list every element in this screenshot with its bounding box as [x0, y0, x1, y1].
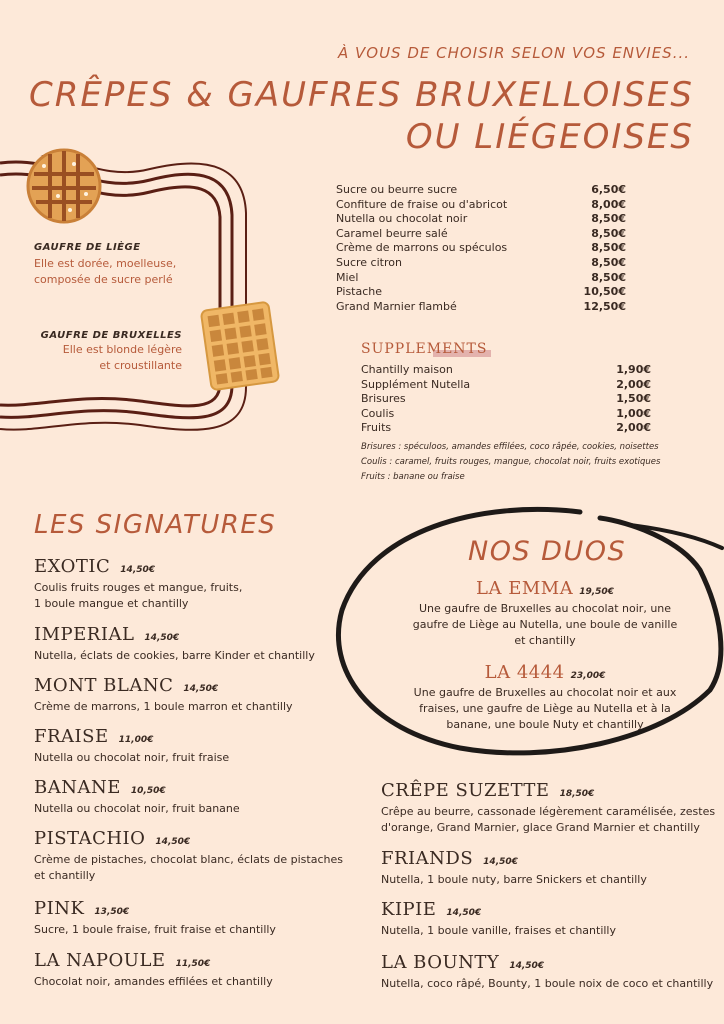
item-desc: Chocolat noir, amandes effilées et chantilly: [34, 975, 273, 988]
price-item-price: 8,50€: [591, 212, 626, 226]
price-item-name: Crème de marrons ou spéculos: [336, 241, 508, 255]
item-desc: Sucre, 1 boule fraise, fruit fraise et chantilly: [34, 923, 276, 936]
supplements-list: [361, 363, 660, 436]
supplements-notes: [361, 440, 660, 485]
item-name: BANANE: [34, 777, 121, 798]
item-price: 14,50€: [144, 633, 180, 643]
duo-name: LA EMMA: [476, 578, 574, 599]
item-desc: Crêpe au beurre, cassonade légèrement caramélisée, zestes: [381, 805, 716, 818]
price-item-price: 10,50€: [583, 285, 626, 299]
page-title-line2: OU LIÉGEOISES: [405, 117, 694, 157]
item-price: 14,50€: [183, 684, 219, 694]
item-price: 13,50€: [94, 907, 130, 917]
liege-label: GAUFRE DE LIÈGE: [34, 242, 141, 253]
price-row: [336, 212, 626, 227]
price-item-price: 8,50€: [591, 226, 626, 240]
supplements-title: [361, 341, 487, 357]
item-price: 14,50€: [120, 565, 156, 575]
liege-desc-2: composée de sucre perlé: [34, 273, 173, 286]
duo-item: [400, 662, 690, 733]
item-price: 14,50€: [446, 908, 482, 918]
item-price: 11,50€: [175, 959, 211, 969]
bruxelles-desc-2: et croustillante: [99, 359, 182, 372]
price-item-name: Grand Marnier flambé: [336, 299, 457, 313]
supplement-row: [361, 378, 651, 393]
item-desc: Nutella, 1 boule vanille, fraises et chantilly: [381, 924, 616, 937]
item-name: IMPERIAL: [34, 624, 135, 645]
duo-name: LA 4444: [484, 662, 565, 683]
item-name: KIPIE: [381, 899, 437, 920]
note-line: Coulis : caramel, fruits rouges, mangue, chocolat noir, fruits exotiques: [361, 456, 661, 467]
item-name: PINK: [34, 898, 85, 919]
menu-item: [381, 848, 647, 888]
item-price: 18,50€: [559, 789, 595, 799]
item-price: 14,50€: [483, 857, 518, 867]
item-price: 10,50€: [130, 786, 166, 796]
price-item-name: Sucre ou beurre sucre: [336, 183, 458, 196]
supplement-price: 1,50€: [616, 392, 651, 406]
liege-desc-1: Elle est dorée, moelleuse,: [34, 257, 177, 270]
duo-desc: Une gaufre de Bruxelles au chocolat noir, une: [418, 602, 672, 615]
price-list: [336, 183, 626, 314]
item-desc: Nutella, 1 boule nuty, barre Snickers et chantilly: [381, 873, 647, 886]
supplements-title-text: SUPPLEMENTS: [361, 341, 488, 357]
liege-block: [34, 242, 176, 288]
note-line: Brisures : spéculoos, amandes effilées, coco râpée, cookies, noisettes: [361, 441, 659, 452]
duo-desc: Une gaufre de Bruxelles au chocolat noir et aux: [413, 686, 677, 699]
item-desc: 1 boule mangue et chantilly: [34, 597, 189, 610]
supplement-row: [361, 407, 651, 422]
price-row: [336, 183, 626, 198]
item-name: CRÊPE SUZETTE: [381, 780, 550, 801]
price-row: [336, 227, 626, 242]
supplement-name: Supplément Nutella: [361, 377, 471, 391]
supplement-name: Fruits: [361, 421, 392, 435]
liege-waffle-icon: [24, 146, 104, 226]
supplement-price: 2,00€: [616, 421, 651, 435]
price-row: [336, 271, 626, 286]
supplement-row: [361, 392, 651, 407]
supplement-price: 1,00€: [616, 406, 651, 420]
price-row: [336, 300, 626, 315]
price-item-name: Caramel beurre salé: [336, 226, 448, 240]
price-item-name: Sucre citron: [336, 255, 402, 269]
signature-item: [34, 828, 343, 884]
price-item-name: Miel: [336, 270, 359, 284]
supplements-section: [361, 338, 660, 485]
supplement-row: [361, 421, 651, 436]
signature-item: [34, 675, 293, 715]
signature-item: [34, 777, 240, 817]
price-item-price: 8,00€: [591, 197, 626, 211]
item-name: EXOTIC: [34, 556, 111, 577]
price-row: [336, 285, 626, 300]
bruxelles-label: GAUFRE DE BRUXELLES: [40, 330, 182, 341]
supplement-price: 2,00€: [616, 377, 651, 391]
supplement-name: Coulis: [361, 406, 395, 420]
duo-price: 19,50€: [579, 587, 614, 597]
item-desc: Nutella ou chocolat noir, fruit banane: [34, 802, 240, 815]
item-price: 14,50€: [155, 837, 191, 847]
price-item-price: 6,50€: [591, 183, 626, 196]
bruxelles-waffle-icon: [200, 300, 280, 392]
price-item-price: 8,50€: [591, 255, 626, 269]
item-desc: Nutella, éclats de cookies, barre Kinder et chantilly: [34, 649, 315, 662]
signature-item: [34, 624, 315, 664]
item-desc: et chantilly: [34, 869, 96, 882]
bruxelles-block: [40, 330, 182, 374]
page-title-line1: CRÊPES & GAUFRES BRUXELLOISES: [29, 75, 694, 115]
price-item-price: 12,50€: [583, 299, 626, 313]
tagline: À VOUS DE CHOISIR SELON VOS ENVIES...: [337, 44, 690, 62]
item-price: 14,50€: [509, 961, 545, 971]
menu-item: [381, 780, 715, 836]
supplement-name: Chantilly maison: [361, 363, 453, 376]
bruxelles-desc-1: Elle est blonde légère: [62, 343, 182, 356]
duo-desc: banane, une boule Nuty et chantilly: [446, 718, 644, 731]
page-title: [29, 74, 694, 158]
item-desc: Nutella, coco râpé, Bounty, 1 boule noix de coco et chantilly: [381, 977, 714, 990]
menu-item: [381, 899, 616, 939]
supplement-price: 1,90€: [616, 363, 651, 376]
item-name: LA NAPOULE: [34, 950, 166, 971]
item-desc: Coulis fruits rouges et mangue, fruits,: [34, 581, 243, 594]
duos-title: NOS DUOS: [468, 536, 627, 567]
item-name: FRAISE: [34, 726, 109, 747]
signature-item: [34, 950, 273, 990]
duo-item: [400, 578, 690, 649]
item-desc: Crème de marrons, 1 boule marron et chantilly: [34, 700, 293, 713]
duo-desc: et chantilly: [514, 634, 576, 647]
signatures-title: LES SIGNATURES: [34, 510, 277, 540]
price-item-name: Confiture de fraise ou d'abricot: [336, 197, 508, 211]
item-name: FRIANDS: [381, 848, 474, 869]
price-row: [336, 198, 626, 213]
duo-desc: fraises, une gaufre de Liège au Nutella et à la: [419, 702, 671, 715]
menu-item: [381, 952, 713, 992]
price-item-name: Pistache: [336, 285, 383, 299]
duo-desc: gaufre de Liège au Nutella, une boule de vanille: [412, 618, 678, 631]
price-row: [336, 241, 626, 256]
item-name: LA BOUNTY: [381, 952, 500, 973]
item-desc: Nutella ou chocolat noir, fruit fraise: [34, 751, 230, 764]
note-line: Fruits : banane ou fraise: [361, 471, 465, 482]
item-price: 11,00€: [118, 735, 154, 745]
item-name: MONT BLANC: [34, 675, 174, 696]
price-item-price: 8,50€: [591, 241, 626, 255]
item-name: PISTACHIO: [34, 828, 146, 849]
signature-item: [34, 556, 242, 612]
supplement-row: [361, 363, 651, 378]
item-desc: d'orange, Grand Marnier, glace Grand Marnier et chantilly: [381, 821, 700, 834]
price-item-name: Nutella ou chocolat noir: [336, 212, 468, 226]
price-row: [336, 256, 626, 271]
duo-price: 23,00€: [570, 671, 606, 681]
item-desc: Crème de pistaches, chocolat blanc, éclats de pistaches: [34, 853, 343, 866]
supplement-name: Brisures: [361, 392, 406, 406]
signature-item: [34, 726, 229, 766]
price-item-price: 8,50€: [591, 270, 626, 284]
signature-item: [34, 898, 276, 938]
